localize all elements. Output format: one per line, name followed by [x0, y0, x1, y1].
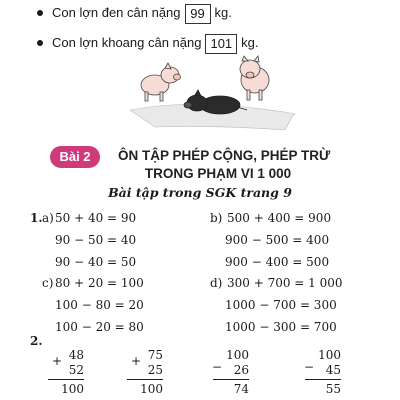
operator-sign: −: [212, 360, 223, 374]
lesson-title-line1: ÔN TẬP PHÉP CỘNG, PHÉP TRỪ: [118, 148, 331, 163]
bullet-unit: kg.: [214, 5, 232, 20]
sum-line: [48, 379, 84, 380]
exercise-1b-line2: 900 − 500 = 400: [225, 233, 330, 247]
top-number: 100: [226, 348, 249, 362]
answer-box: 101: [205, 34, 237, 54]
exercise-1c-line2: 100 − 80 = 20: [55, 298, 144, 312]
result-number: 100: [61, 382, 84, 396]
answer-box: 99: [185, 4, 211, 24]
exercise-1c-line3: 100 − 20 = 80: [55, 320, 144, 334]
column-problem-3: [213, 348, 249, 397]
exercise-1b-line1: 500 + 400 = 900: [227, 211, 332, 225]
result-number: 100: [140, 382, 163, 396]
exercise-1c-line1: 80 + 20 = 100: [55, 276, 144, 290]
lesson-subtitle: Bài tập trong SGK trang 9: [108, 185, 292, 200]
top-number: 48: [68, 348, 84, 362]
pink-pig-left: [141, 63, 181, 101]
lesson-title-line2: TRONG PHẠM VI 1 000: [144, 166, 292, 181]
exercise-1c-label: c): [42, 276, 54, 290]
bullet-dot: [37, 10, 43, 16]
bullet-text: Con lợn đen cân nặng: [52, 5, 181, 20]
bullet-black-pig: [37, 2, 232, 24]
result-number: 74: [233, 382, 249, 396]
exercise-1a-line3: 90 − 40 = 50: [55, 255, 137, 269]
bullet-text: Con lợn khoang cân nặng: [52, 35, 202, 50]
operator-sign: −: [304, 360, 315, 374]
exercise-1b-line3: 900 − 400 = 500: [225, 255, 330, 269]
exercise-1d-label: d): [210, 276, 223, 290]
bottom-number: 45: [325, 363, 341, 377]
top-number: 75: [147, 348, 163, 362]
difference-line: [305, 379, 341, 380]
column-problem-2: [127, 348, 163, 397]
bottom-number: 25: [147, 363, 163, 377]
lesson-badge: Bài 2: [50, 146, 100, 168]
pigs-illustration: [125, 55, 295, 135]
bullet-dot: [37, 40, 43, 46]
bullet-spotted-pig: [37, 32, 259, 54]
sum-line: [127, 379, 163, 380]
pink-pig-right: [240, 56, 269, 100]
exercise-1a-label: a): [42, 211, 54, 225]
operator-sign: +: [52, 354, 63, 368]
exercise-1a-line1: 50 + 40 = 90: [55, 211, 137, 225]
exercise-1-number: 1.: [30, 211, 43, 225]
bottom-number: 52: [68, 363, 84, 377]
exercise-1d-line2: 1000 − 700 = 300: [225, 298, 337, 312]
bullet-unit: kg.: [241, 35, 259, 50]
exercise-2-number: 2.: [30, 334, 43, 348]
column-problem-4: [305, 348, 341, 397]
difference-line: [213, 379, 249, 380]
bottom-number: 26: [233, 363, 249, 377]
top-number: 100: [318, 348, 341, 362]
operator-sign: +: [131, 354, 142, 368]
exercise-1d-line1: 300 + 700 = 1 000: [227, 276, 343, 290]
exercise-1a-line2: 90 − 50 = 40: [55, 233, 137, 247]
exercise-1d-line3: 1000 − 300 = 700: [225, 320, 337, 334]
exercise-1b-label: b): [210, 211, 223, 225]
column-problem-1: [48, 348, 84, 397]
result-number: 55: [325, 382, 341, 396]
